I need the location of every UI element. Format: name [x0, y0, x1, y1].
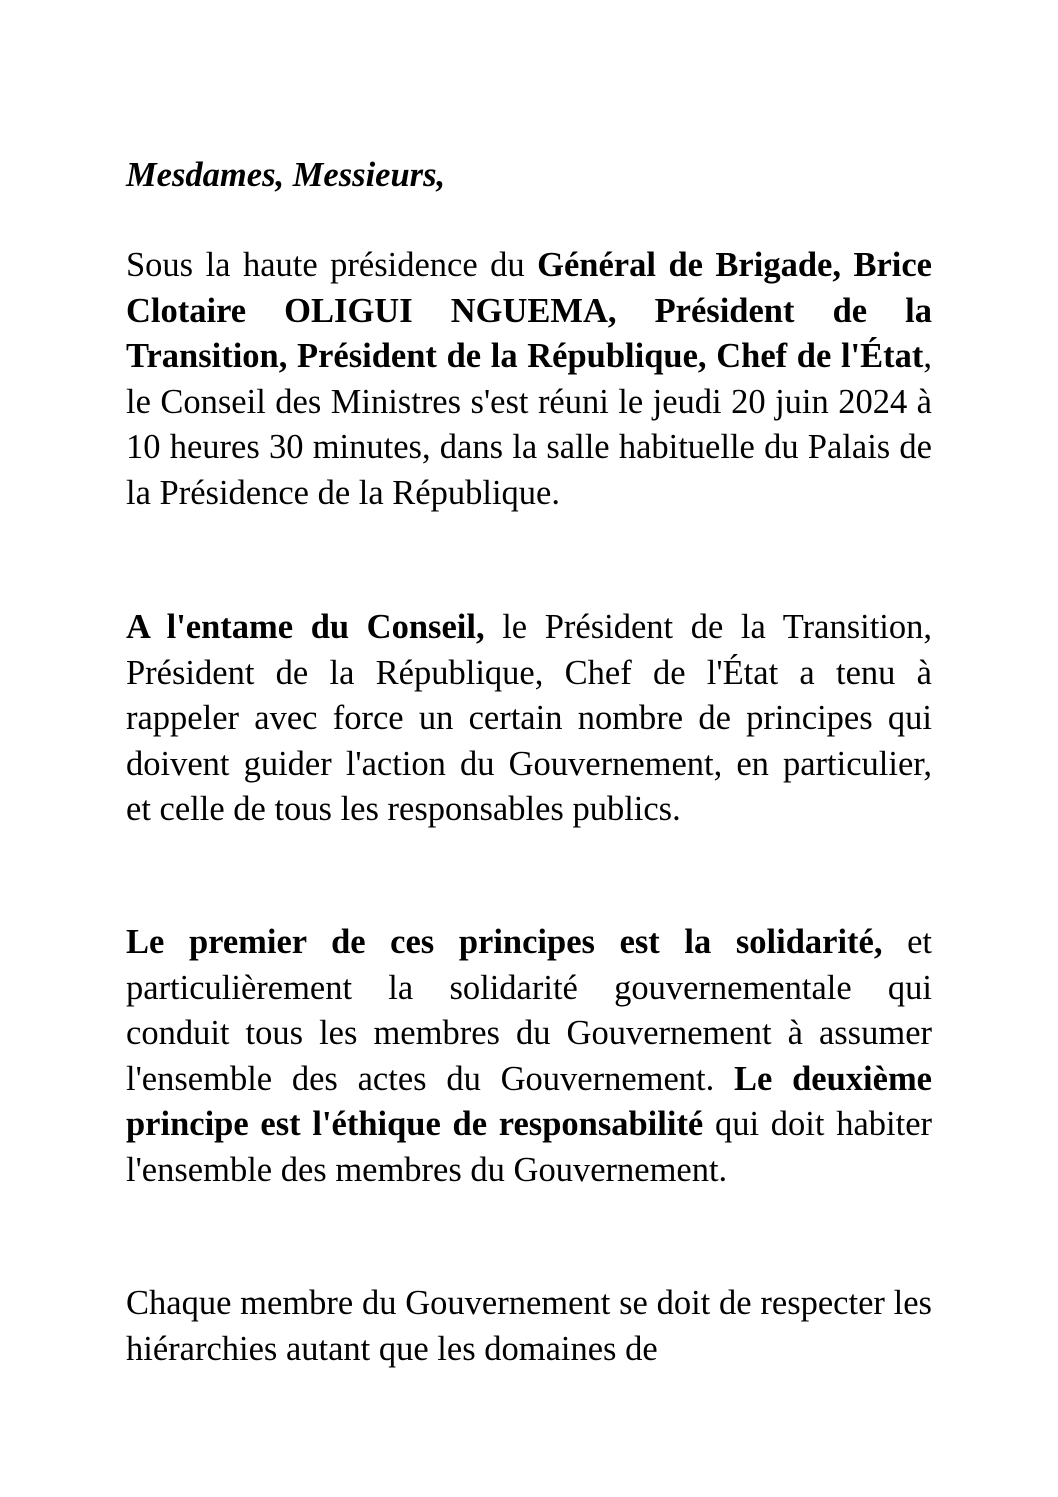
salutation: Mesdames, Messieurs, [126, 156, 446, 194]
paragraph-opening-text-2: , le Conseil des Ministres s'est réuni le jeudi 20 juin 2024 à 10 heures 30 minutes, dans la salle habituelle du Palais de la Présidence de la République. [126, 337, 932, 512]
paragraph-opening-text-1: Sous la haute présidence du [126, 246, 538, 284]
paragraph-entame-text: le Président de la Transition, Président de la République, Chef de l'État a tenu à rappeler avec force un certain nombre de principes qui doivent guider l'action du Gouvernement, en particulier, et celle de tous les responsables publics. [126, 608, 932, 828]
paragraph-principles-text-2: qui doit habiter l'ensemble des membres du Gouvernement. [126, 1105, 932, 1189]
entame-heading: A l'entame du Conseil, [126, 608, 485, 646]
paragraph-entame [126, 605, 932, 833]
paragraph-hierarchy-text: Chaque membre du Gouvernement se doit de respecter les hiérarchies autant que les domaines de [126, 1284, 932, 1368]
paragraph-opening [126, 243, 932, 516]
paragraph-principles-text-1: et particulièrement la solidarité gouvernementale qui conduit tous les membres du Gouvernement à assumer l'ensemble des actes du Gouvernement. [126, 923, 932, 1098]
paragraph-principles [126, 920, 932, 1193]
president-title: Général de Brigade, Brice Clotaire OLIGUI NGUEMA, Président de la Transition, Président de la République, Chef de l'État [126, 246, 932, 375]
first-principle: Le premier de ces principes est la solidarité, [126, 923, 883, 961]
paragraph-hierarchy [126, 1281, 932, 1372]
second-principle: Le deuxième principe est l'éthique de responsabilité [126, 1059, 932, 1143]
